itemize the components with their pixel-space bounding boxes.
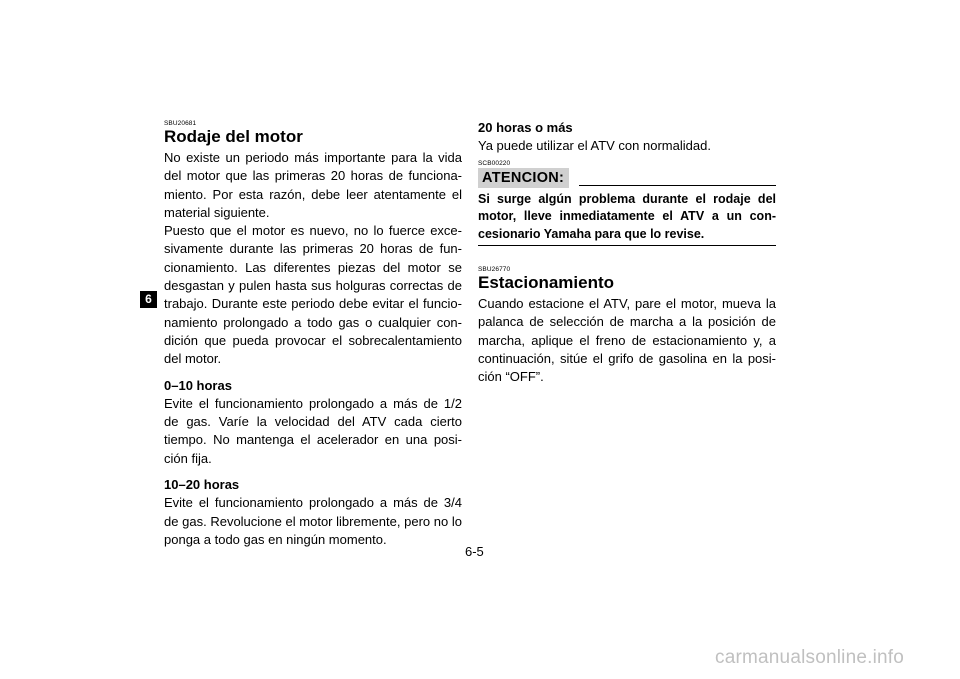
attention-box bbox=[478, 160, 776, 247]
attention-label: ATENCION: bbox=[478, 168, 569, 188]
subheading-20-plus: 20 horas o más bbox=[478, 120, 573, 135]
watermark: carmanualsonline.info bbox=[715, 647, 905, 668]
paragraph-0-10: Evite el funcionamiento prolongado a más de 1/2 de gas. Varíe la velocidad del ATV cada cierto tiempo. No mantenga el acelerador en una posi-ción fija. bbox=[164, 395, 462, 466]
parking-paragraph: Cuando estacione el ATV, pare el motor, mueva la palanca de selección de marcha a la posición de marcha, aplique el freno de estacionamiento y, a continuación, sitúe el grifo de gasolina en la posi-ción “OFF”. bbox=[478, 296, 776, 385]
parking-section bbox=[478, 266, 776, 386]
section-code: SBU20681 bbox=[164, 120, 197, 127]
break-in-paragraph: Puesto que el motor es nuevo, no lo fuerce exce-sivamente durante las primeras 20 horas de fun-cionamiento. Las diferentes piezas del motor se desgastan y pulen hasta sus holguras correctas de trabajo. Durante este periodo debe evitar el funcio-namiento prolongado a todo gas o cualquier con-dición que pueda provocar el sobrecalentamiento del motor. bbox=[164, 223, 462, 367]
paragraph-10-20: Evite el funcionamiento prolongado a más de 3/4 de gas. Revolucione el motor libremente, pero no lo ponga a todo gas en ningún momento. bbox=[164, 495, 462, 547]
subheading-10-20: 10–20 horas bbox=[164, 477, 240, 493]
section-title-estacionamiento: Estacionamiento bbox=[478, 273, 615, 293]
paragraph-20-plus: Ya puede utilizar el ATV con normalidad. bbox=[478, 138, 711, 154]
subheading-0-10: 0–10 horas bbox=[164, 377, 232, 393]
left-column bbox=[164, 120, 462, 549]
attention-code: SCB00220 bbox=[478, 159, 511, 167]
section-title-rodaje: Rodaje del motor bbox=[164, 127, 303, 146]
page-number: 6-5 bbox=[465, 544, 484, 559]
intro-paragraph: No existe un periodo más importante para la vida del motor que las primeras 20 horas de funciona-miento. Por esta razón, debe leer atentamente el material siguiente. bbox=[164, 150, 462, 220]
attention-rule bbox=[579, 185, 776, 186]
attention-text: Si surge algún problema durante el rodaje del motor, lleve inmediatamente el ATV a un con-cesionario Yamaha para que lo revise. bbox=[478, 191, 776, 247]
right-column bbox=[478, 119, 776, 387]
chapter-tab: 6 bbox=[140, 291, 157, 308]
parking-code: SBU26770 bbox=[478, 266, 511, 274]
